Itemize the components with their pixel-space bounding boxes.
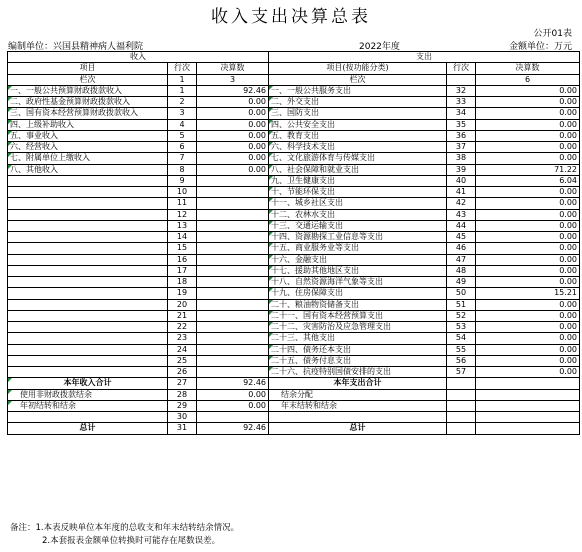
expense-item-cell: 十三、交通运输支出 xyxy=(269,220,447,231)
table-row xyxy=(8,232,580,243)
income-item-cell: 八、其他收入 xyxy=(8,164,168,175)
income-rowno-cell: 4 xyxy=(168,119,197,130)
income-amount-cell xyxy=(197,243,269,254)
table-row xyxy=(8,310,580,321)
expense-amount-cell: 0.00 xyxy=(476,367,580,378)
income-rowno-cell: 25 xyxy=(168,355,197,366)
income-amount-cell xyxy=(197,322,269,333)
expense-col-label: 栏次 xyxy=(269,74,447,85)
expense-amount-cell: 0.00 xyxy=(476,333,580,344)
income-amount-cell: 0.00 xyxy=(197,400,269,411)
income-amount-cell: 0.00 xyxy=(197,108,269,119)
expense-rowno-cell xyxy=(447,412,476,423)
expense-amount-cell: 0.00 xyxy=(476,142,580,153)
table-row xyxy=(8,119,580,130)
expense-item-cell: 一、一般公共服务支出 xyxy=(269,85,447,96)
expense-rowno-cell: 47 xyxy=(447,254,476,265)
expense-amount-cell: 0.00 xyxy=(476,344,580,355)
expense-rowno-cell xyxy=(447,389,476,400)
expense-rowno-cell: 51 xyxy=(447,299,476,310)
expense-item-cell: 五、教育支出 xyxy=(269,130,447,141)
income-rowno-cell: 17 xyxy=(168,265,197,276)
income-col-label: 栏次 xyxy=(8,74,168,85)
expense-rowno-cell xyxy=(447,423,476,434)
expense-rowno-cell: 41 xyxy=(447,187,476,198)
income-item-cell xyxy=(8,243,168,254)
expense-rowno-cell: 42 xyxy=(447,198,476,209)
expense-amount-cell: 0.00 xyxy=(476,130,580,141)
expense-amount-cell: 0.00 xyxy=(476,108,580,119)
table-row xyxy=(8,153,580,164)
expense-rowno-cell: 44 xyxy=(447,220,476,231)
income-item-cell xyxy=(8,220,168,231)
expense-item-cell: 十五、商业服务业等支出 xyxy=(269,243,447,254)
table-row xyxy=(8,333,580,344)
expense-item-cell: 二十二、灾害防治及应急管理支出 xyxy=(269,322,447,333)
expense-rowno-cell: 38 xyxy=(447,153,476,164)
income-item-cell xyxy=(8,265,168,276)
table-row xyxy=(8,142,580,153)
table-row xyxy=(8,288,580,299)
table-row xyxy=(8,97,580,108)
expense-item-cell: 二十五、债务付息支出 xyxy=(269,355,447,366)
income-rowno-cell: 5 xyxy=(168,130,197,141)
expense-rowno-cell: 43 xyxy=(447,209,476,220)
expense-amount-cell xyxy=(476,378,580,389)
expense-item-cell: 八、社会保障和就业支出 xyxy=(269,164,447,175)
income-item-cell xyxy=(8,412,168,423)
expense-item-cell: 十一、城乡社区支出 xyxy=(269,198,447,209)
table-row xyxy=(8,243,580,254)
income-amount-cell xyxy=(197,310,269,321)
expense-amount-cell: 0.00 xyxy=(476,322,580,333)
expense-amount-cell: 0.00 xyxy=(476,209,580,220)
footnote-1: 备注：1.本表反映单位本年度的总收支和年末结转结余情况。 xyxy=(10,523,240,533)
income-item-cell xyxy=(8,198,168,209)
form-code: 公开01表 xyxy=(533,29,572,39)
income-item-cell: 四、上级补助收入 xyxy=(8,119,168,130)
income-amount-cell: 92.46 xyxy=(197,378,269,389)
expense-rowno-cell: 48 xyxy=(447,265,476,276)
income-item-cell: 年初结转和结余 xyxy=(8,400,168,411)
expense-amount-cell xyxy=(476,412,580,423)
expense-rowno-cell: 33 xyxy=(447,97,476,108)
expense-item-cell: 十七、援助其他地区支出 xyxy=(269,265,447,276)
expense-item-cell: 六、科学技术支出 xyxy=(269,142,447,153)
income-rowno-cell: 24 xyxy=(168,344,197,355)
income-amount-cell xyxy=(197,344,269,355)
expense-amount-cell: 0.00 xyxy=(476,153,580,164)
expense-rowno-cell: 57 xyxy=(447,367,476,378)
expense-col-index-1 xyxy=(447,74,476,85)
expense-item-cell: 结余分配 xyxy=(269,389,447,400)
expense-amount-cell: 0.00 xyxy=(476,85,580,96)
expense-item-cell: 总计 xyxy=(269,423,447,434)
expense-rowno-cell: 39 xyxy=(447,164,476,175)
table-row xyxy=(8,400,580,411)
income-col-index-1: 1 xyxy=(168,74,197,85)
table-row xyxy=(8,277,580,288)
income-amount-header: 决算数 xyxy=(197,63,269,74)
table-row xyxy=(8,254,580,265)
income-item-cell: 使用非财政拨款结余 xyxy=(8,389,168,400)
income-item-cell: 一、一般公共预算财政拨款收入 xyxy=(8,85,168,96)
expense-rowno-header: 行次 xyxy=(447,63,476,74)
income-item-cell xyxy=(8,367,168,378)
expense-rowno-cell: 55 xyxy=(447,344,476,355)
income-rowno-cell: 8 xyxy=(168,164,197,175)
expense-item-cell: 三、国防支出 xyxy=(269,108,447,119)
income-item-cell: 六、经营收入 xyxy=(8,142,168,153)
table-row xyxy=(8,130,580,141)
table-row xyxy=(8,344,580,355)
income-amount-cell xyxy=(197,288,269,299)
expense-item-cell: 十六、金融支出 xyxy=(269,254,447,265)
income-amount-cell xyxy=(197,412,269,423)
income-item-cell xyxy=(8,355,168,366)
income-item-cell: 二、政府性基金预算财政拨款收入 xyxy=(8,97,168,108)
expense-rowno-cell: 35 xyxy=(447,119,476,130)
income-rowno-cell: 13 xyxy=(168,220,197,231)
income-amount-cell xyxy=(197,254,269,265)
expense-item-cell: 十八、自然资源海洋气象等支出 xyxy=(269,277,447,288)
income-col-index-2: 3 xyxy=(197,74,269,85)
expense-item-cell: 二十、粮油物资储备支出 xyxy=(269,299,447,310)
income-rowno-cell: 31 xyxy=(168,423,197,434)
table-row xyxy=(8,355,580,366)
expense-item-cell: 二、外交支出 xyxy=(269,97,447,108)
income-item-cell: 七、附属单位上缴收入 xyxy=(8,153,168,164)
income-rowno-cell: 2 xyxy=(168,97,197,108)
income-rowno-cell: 22 xyxy=(168,322,197,333)
income-item-cell: 五、事业收入 xyxy=(8,130,168,141)
table-row xyxy=(8,175,580,186)
expense-rowno-cell: 52 xyxy=(447,310,476,321)
expense-item-cell: 本年支出合计 xyxy=(269,378,447,389)
income-rowno-cell: 9 xyxy=(168,175,197,186)
income-item-cell: 本年收入合计 xyxy=(8,378,168,389)
income-amount-cell xyxy=(197,198,269,209)
section-header-row xyxy=(8,52,580,63)
income-rowno-cell: 30 xyxy=(168,412,197,423)
expense-amount-cell: 0.00 xyxy=(476,97,580,108)
expense-rowno-cell: 49 xyxy=(447,277,476,288)
income-rowno-cell: 11 xyxy=(168,198,197,209)
income-rowno-cell: 21 xyxy=(168,310,197,321)
expense-rowno-cell: 45 xyxy=(447,232,476,243)
table-row xyxy=(8,209,580,220)
expense-rowno-cell: 53 xyxy=(447,322,476,333)
expense-rowno-cell: 50 xyxy=(447,288,476,299)
report-title: 收入支出决算总表 xyxy=(211,7,371,27)
income-item-cell: 总计 xyxy=(8,423,168,434)
expense-amount-cell: 0.00 xyxy=(476,355,580,366)
expense-item-cell: 十二、农林水支出 xyxy=(269,209,447,220)
table-body xyxy=(8,52,580,435)
income-amount-cell xyxy=(197,220,269,231)
income-amount-cell: 0.00 xyxy=(197,164,269,175)
expense-item-cell: 十四、资源勘探工业信息等支出 xyxy=(269,232,447,243)
expense-item-cell: 七、文化旅游体育与传媒支出 xyxy=(269,153,447,164)
income-amount-cell: 0.00 xyxy=(197,142,269,153)
income-rowno-cell: 7 xyxy=(168,153,197,164)
expense-amount-cell: 0.00 xyxy=(476,243,580,254)
income-rowno-cell: 20 xyxy=(168,299,197,310)
income-amount-cell: 0.00 xyxy=(197,130,269,141)
expense-item-cell: 九、卫生健康支出 xyxy=(269,175,447,186)
expense-rowno-cell: 40 xyxy=(447,175,476,186)
expense-amount-cell: 0.00 xyxy=(476,277,580,288)
income-amount-cell xyxy=(197,299,269,310)
income-rowno-cell: 29 xyxy=(168,400,197,411)
expense-amount-cell xyxy=(476,400,580,411)
table-row xyxy=(8,389,580,400)
expense-item-cell: 二十三、其他支出 xyxy=(269,333,447,344)
income-amount-cell: 92.46 xyxy=(197,85,269,96)
income-item-header: 项目 xyxy=(8,63,168,74)
expense-amount-cell: 0.00 xyxy=(476,232,580,243)
expense-item-cell: 十、节能环保支出 xyxy=(269,187,447,198)
expense-amount-cell xyxy=(476,423,580,434)
expense-item-cell: 二十一、国有资本经营预算支出 xyxy=(269,310,447,321)
table-row xyxy=(8,322,580,333)
income-amount-cell: 0.00 xyxy=(197,97,269,108)
footnote-2: 2.本套报表金额单位转换时可能存在尾数误差。 xyxy=(42,536,221,546)
income-item-cell xyxy=(8,254,168,265)
income-rowno-cell: 16 xyxy=(168,254,197,265)
expense-item-cell: 年末结转和结余 xyxy=(269,400,447,411)
income-section-header: 收入 xyxy=(8,52,269,63)
income-amount-cell xyxy=(197,175,269,186)
income-rowno-cell: 19 xyxy=(168,288,197,299)
income-rowno-cell: 6 xyxy=(168,142,197,153)
expense-col-index-2: 6 xyxy=(476,74,580,85)
table-row xyxy=(8,423,580,434)
income-item-cell xyxy=(8,288,168,299)
currency-unit: 金额单位：万元 xyxy=(508,42,572,52)
table-row xyxy=(8,108,580,119)
expense-item-cell: 四、公共安全支出 xyxy=(269,119,447,130)
expense-amount-cell: 71.22 xyxy=(476,164,580,175)
column-header-row xyxy=(8,63,580,74)
table-row xyxy=(8,265,580,276)
unit-name: 编制单位：兴国县精神病人福利院 xyxy=(8,42,144,52)
expense-section-header: 支出 xyxy=(269,52,580,63)
expense-item-header: 项目(按功能分类) xyxy=(269,63,447,74)
income-amount-cell xyxy=(197,277,269,288)
table-row xyxy=(8,187,580,198)
expense-amount-header: 决算数 xyxy=(476,63,580,74)
income-item-cell xyxy=(8,175,168,186)
expense-rowno-cell: 32 xyxy=(447,85,476,96)
table-row xyxy=(8,412,580,423)
income-amount-cell: 0.00 xyxy=(197,389,269,400)
expense-amount-cell: 0.00 xyxy=(476,299,580,310)
expense-item-cell xyxy=(269,412,447,423)
income-rowno-cell: 27 xyxy=(168,378,197,389)
expense-amount-cell: 0.00 xyxy=(476,187,580,198)
income-item-cell xyxy=(8,344,168,355)
income-item-cell xyxy=(8,187,168,198)
table-row xyxy=(8,378,580,389)
income-item-cell xyxy=(8,277,168,288)
expense-amount-cell: 0.00 xyxy=(476,198,580,209)
expense-rowno-cell: 36 xyxy=(447,130,476,141)
column-index-row xyxy=(8,74,580,85)
income-amount-cell: 0.00 xyxy=(197,153,269,164)
expense-amount-cell xyxy=(476,389,580,400)
table-row xyxy=(8,198,580,209)
income-item-cell xyxy=(8,333,168,344)
income-rowno-cell: 10 xyxy=(168,187,197,198)
income-amount-cell xyxy=(197,265,269,276)
income-item-cell xyxy=(8,299,168,310)
report-year: 2022年度 xyxy=(359,42,400,52)
income-item-cell: 三、国有资本经营预算财政拨款收入 xyxy=(8,108,168,119)
table-row xyxy=(8,85,580,96)
income-item-cell xyxy=(8,232,168,243)
expense-amount-cell: 0.00 xyxy=(476,220,580,231)
income-amount-cell xyxy=(197,333,269,344)
expense-item-cell: 二十四、债务还本支出 xyxy=(269,344,447,355)
table-row xyxy=(8,299,580,310)
income-rowno-cell: 1 xyxy=(168,85,197,96)
income-amount-cell xyxy=(197,232,269,243)
income-rowno-cell: 3 xyxy=(168,108,197,119)
income-rowno-cell: 15 xyxy=(168,243,197,254)
income-rowno-cell: 14 xyxy=(168,232,197,243)
expense-rowno-cell xyxy=(447,400,476,411)
expense-rowno-cell: 37 xyxy=(447,142,476,153)
income-rowno-cell: 23 xyxy=(168,333,197,344)
expense-rowno-cell: 34 xyxy=(447,108,476,119)
expense-item-cell: 二十六、抗疫特别国债安排的支出 xyxy=(269,367,447,378)
expense-rowno-cell: 54 xyxy=(447,333,476,344)
income-amount-cell xyxy=(197,209,269,220)
table-row xyxy=(8,164,580,175)
income-item-cell xyxy=(8,322,168,333)
footnotes xyxy=(10,522,239,548)
table-row xyxy=(8,220,580,231)
expense-amount-cell: 6.04 xyxy=(476,175,580,186)
table-row xyxy=(8,367,580,378)
income-amount-cell xyxy=(197,187,269,198)
income-rowno-cell: 28 xyxy=(168,389,197,400)
income-item-cell xyxy=(8,209,168,220)
income-amount-cell xyxy=(197,367,269,378)
expense-amount-cell: 0.00 xyxy=(476,310,580,321)
income-rowno-header: 行次 xyxy=(168,63,197,74)
expense-amount-cell: 0.00 xyxy=(476,265,580,276)
income-rowno-cell: 18 xyxy=(168,277,197,288)
budget-summary-table xyxy=(7,51,580,435)
expense-rowno-cell: 46 xyxy=(447,243,476,254)
income-amount-cell xyxy=(197,355,269,366)
expense-item-cell: 十九、住房保障支出 xyxy=(269,288,447,299)
expense-amount-cell: 15.21 xyxy=(476,288,580,299)
income-rowno-cell: 12 xyxy=(168,209,197,220)
income-amount-cell: 92.46 xyxy=(197,423,269,434)
expense-amount-cell: 0.00 xyxy=(476,254,580,265)
expense-amount-cell: 0.00 xyxy=(476,119,580,130)
income-amount-cell: 0.00 xyxy=(197,119,269,130)
expense-rowno-cell: 56 xyxy=(447,355,476,366)
income-rowno-cell: 26 xyxy=(168,367,197,378)
income-item-cell xyxy=(8,310,168,321)
expense-rowno-cell xyxy=(447,378,476,389)
